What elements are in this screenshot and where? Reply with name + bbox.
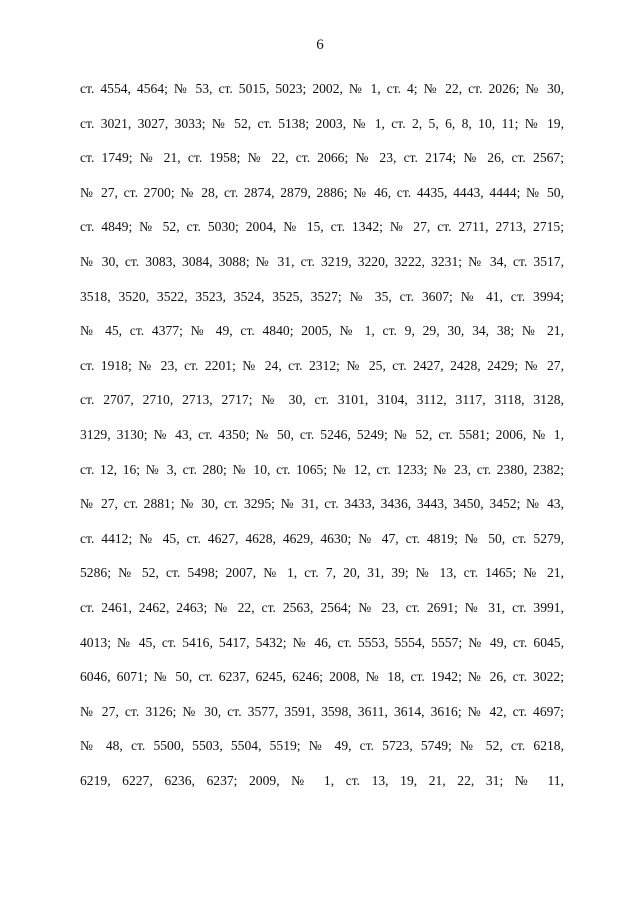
text-line: 6046, 6071; № 50, ст. 6237, 6245, 6246; 2008, № 18, ст. 1942; № 26, ст. 3022;: [80, 669, 564, 685]
text-line: № 30, ст. 3083, 3084, 3088; № 31, ст. 3219, 3220, 3222, 3231; № 34, ст. 3517,: [80, 253, 564, 269]
text-line: № 45, ст. 4377; № 49, ст. 4840; 2005, № 1, ст. 9, 29, 30, 34, 38; № 21,: [80, 323, 564, 339]
text-line: 6219, 6227, 6236, 6237; 2009, № 1, ст. 13, 19, 21, 22, 31; № 11,: [80, 772, 564, 788]
text-line: № 27, ст. 3126; № 30, ст. 3577, 3591, 3598, 3611, 3614, 3616; № 42, ст. 4697;: [80, 703, 564, 719]
body-text: [80, 80, 564, 806]
text-line: ст. 4554, 4564; № 53, ст. 5015, 5023; 2002, № 1, ст. 4; № 22, ст. 2026; № 30,: [80, 81, 564, 96]
text-line: ст. 3021, 3027, 3033; № 52, ст. 5138; 2003, № 1, ст. 2, 5, 6, 8, 10, 11; № 19,: [80, 115, 564, 131]
text-line: ст. 1749; № 21, ст. 1958; № 22, ст. 2066; № 23, ст. 2174; № 26, ст. 2567;: [80, 150, 564, 166]
text-line: 3129, 3130; № 43, ст. 4350; № 50, ст. 5246, 5249; № 52, ст. 5581; 2006, № 1,: [80, 426, 564, 442]
text-line: 3518, 3520, 3522, 3523, 3524, 3525, 3527; № 35, ст. 3607; № 41, ст. 3994;: [80, 288, 564, 304]
text-line: ст. 1918; № 23, ст. 2201; № 24, ст. 2312; № 25, ст. 2427, 2428, 2429; № 27,: [80, 357, 564, 373]
text-line: ст. 12, 16; № 3, ст. 280; № 10, ст. 1065; № 12, ст. 1233; № 23, ст. 2380, 2382;: [80, 461, 564, 477]
text-line: № 27, ст. 2700; № 28, ст. 2874, 2879, 2886; № 46, ст. 4435, 4443, 4444; № 50,: [80, 184, 564, 200]
text-line: 5286; № 52, ст. 5498; 2007, № 1, ст. 7, 20, 31, 39; № 13, ст. 1465; № 21,: [80, 565, 564, 581]
page-number: 6: [316, 37, 324, 53]
text-line: ст. 4849; № 52, ст. 5030; 2004, № 15, ст. 1342; № 27, ст. 2711, 2713, 2715;: [80, 219, 564, 235]
text-line: ст. 2461, 2462, 2463; № 22, ст. 2563, 2564; № 23, ст. 2691; № 31, ст. 3991,: [80, 599, 564, 615]
text-line: № 27, ст. 2881; № 30, ст. 3295; № 31, ст. 3433, 3436, 3443, 3450, 3452; № 43,: [80, 496, 564, 512]
text-line: № 48, ст. 5500, 5503, 5504, 5519; № 49, ст. 5723, 5749; № 52, ст. 6218,: [80, 738, 564, 754]
text-line: 4013; № 45, ст. 5416, 5417, 5432; № 46, ст. 5553, 5554, 5557; № 49, ст. 6045,: [80, 634, 564, 650]
text-line: ст. 2707, 2710, 2713, 2717; № 30, ст. 3101, 3104, 3112, 3117, 3118, 3128,: [80, 392, 564, 408]
text-line: ст. 4412; № 45, ст. 4627, 4628, 4629, 4630; № 47, ст. 4819; № 50, ст. 5279,: [80, 530, 564, 546]
